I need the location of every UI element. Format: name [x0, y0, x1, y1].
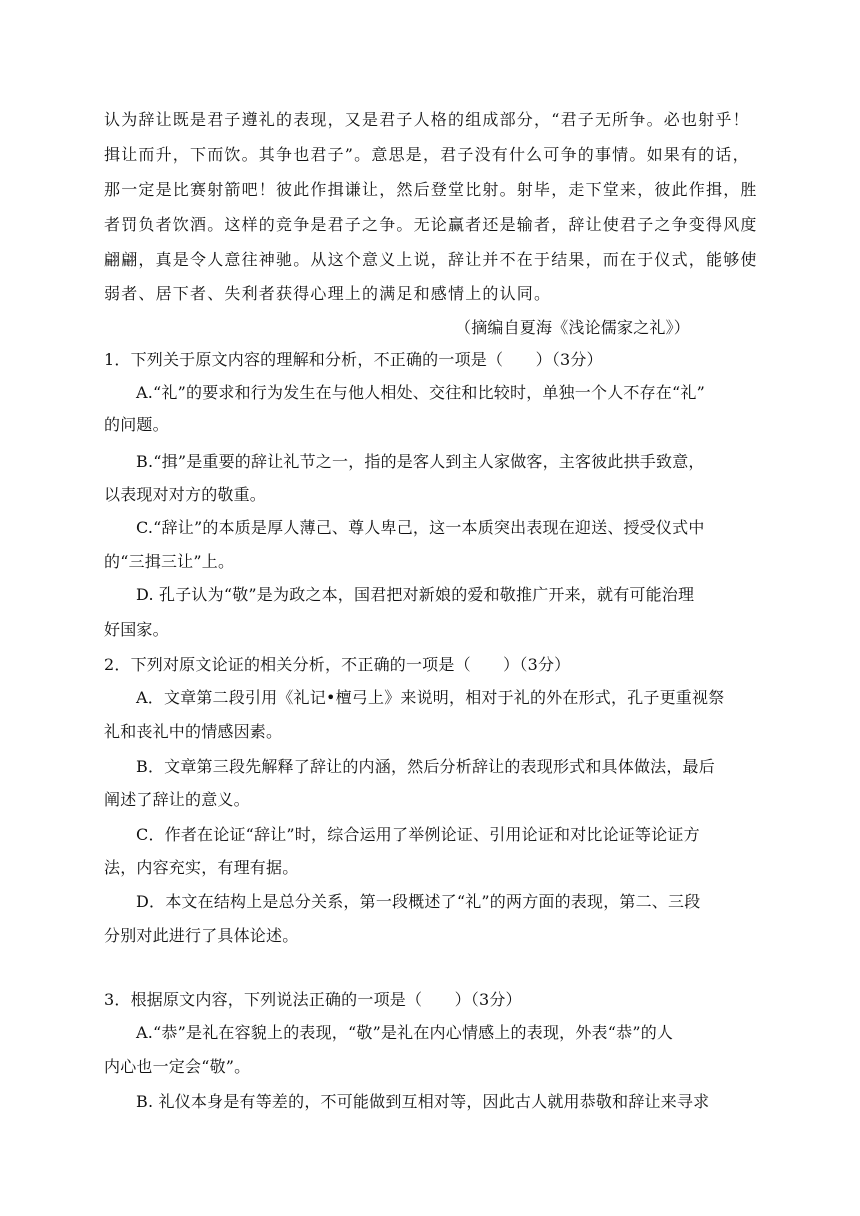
- question-3-option-b: B. 礼仪本身是有等差的，不可能做到互相对等，因此古人就用恭敬和辞让来寻求: [136, 1092, 710, 1111]
- passage-line: 翩翩，真是令人意往神驰。从这个意义上说，辞让并不在于结果，而在于仪式，能够使: [104, 250, 758, 269]
- passage-line: 认为辞让既是君子遵礼的表现，又是君子人格的组成部分，“君子无所争。必也射乎！: [104, 110, 750, 129]
- question-1-option-d: D. 孔子认为“敬”是为政之本，国君把对新娘的爱和敬推广开来，就有可能治理: [136, 585, 695, 604]
- passage-line: 那一定是比赛射箭吧！彼此作揖谦让，然后登堂比射。射毕，走下堂来，彼此作揖，胜: [104, 180, 758, 199]
- source-citation: （摘编自夏海《浅论儒家之礼》）: [455, 318, 691, 337]
- question-2-option-b-cont: 阐述了辞让的意义。: [104, 790, 250, 809]
- question-2-stem: 2．下列对原文论证的相关分析，不正确的一项是（ ）（3分）: [104, 655, 571, 674]
- passage-line: 弱者、居下者、失利者获得心理上的满足和感情上的认同。: [104, 284, 552, 303]
- passage-line: 揖让而升，下而饮。其争也君子”。意思是，君子没有什么可争的事情。如果有的话，: [104, 145, 750, 164]
- question-1-option-c: C.“辞让”的本质是厚人薄己、尊人卑己，这一本质突出表现在迎送、授受仪式中: [136, 518, 705, 537]
- question-2-option-d: D．本文在结构上是总分关系，第一段概述了“礼”的两方面的表现，第二、三段: [136, 892, 701, 911]
- question-1-option-a-cont: 的问题。: [104, 415, 169, 434]
- question-3-option-a-cont: 内心也一定会“敬”。: [104, 1057, 251, 1076]
- question-1-option-c-cont: 的“三揖三让”上。: [104, 552, 235, 571]
- question-2-option-d-cont: 分别对此进行了具体论述。: [104, 926, 299, 945]
- question-3-stem: 3．根据原文内容，下列说法正确的一项是（ ）（3分）: [104, 990, 522, 1009]
- question-2-option-c: C．作者在论证“辞让”时，综合运用了举例论证、引用论证和对比论证等论证方: [136, 825, 700, 844]
- question-1-option-b: B.“揖”是重要的辞让礼节之一，指的是客人到主人家做客，主客彼此拱手致意，: [136, 452, 705, 471]
- question-1-option-d-cont: 好国家。: [104, 620, 169, 639]
- question-2-option-c-cont: 法，内容充实，有理有据。: [104, 858, 299, 877]
- passage-line: 者罚负者饮酒。这样的竞争是君子之争。无论赢者还是输者，辞让使君子之争变得风度: [104, 215, 758, 234]
- question-3-option-a: A.“恭”是礼在容貌上的表现，“敬”是礼在内心情感上的表现，外表“恭”的人: [136, 1023, 674, 1042]
- question-2-option-b: B．文章第三段先解释了辞让的内涵，然后分析辞让的表现形式和具体做法，最后: [136, 757, 715, 776]
- question-1-option-a: A.“礼”的要求和行为发生在与他人相处、交往和比较时，单独一个人不存在“礼”: [136, 383, 705, 402]
- question-1-stem: 1．下列关于原文内容的理解和分析，不正确的一项是（ ）（3分）: [104, 350, 603, 369]
- question-2-option-a: A．文章第二段引用《礼记•檀弓上》来说明，相对于礼的外在形式，孔子更重视祭: [136, 688, 725, 707]
- question-2-option-a-cont: 礼和丧礼中的情感因素。: [104, 722, 283, 741]
- question-1-option-b-cont: 以表现对对方的敬重。: [104, 485, 267, 504]
